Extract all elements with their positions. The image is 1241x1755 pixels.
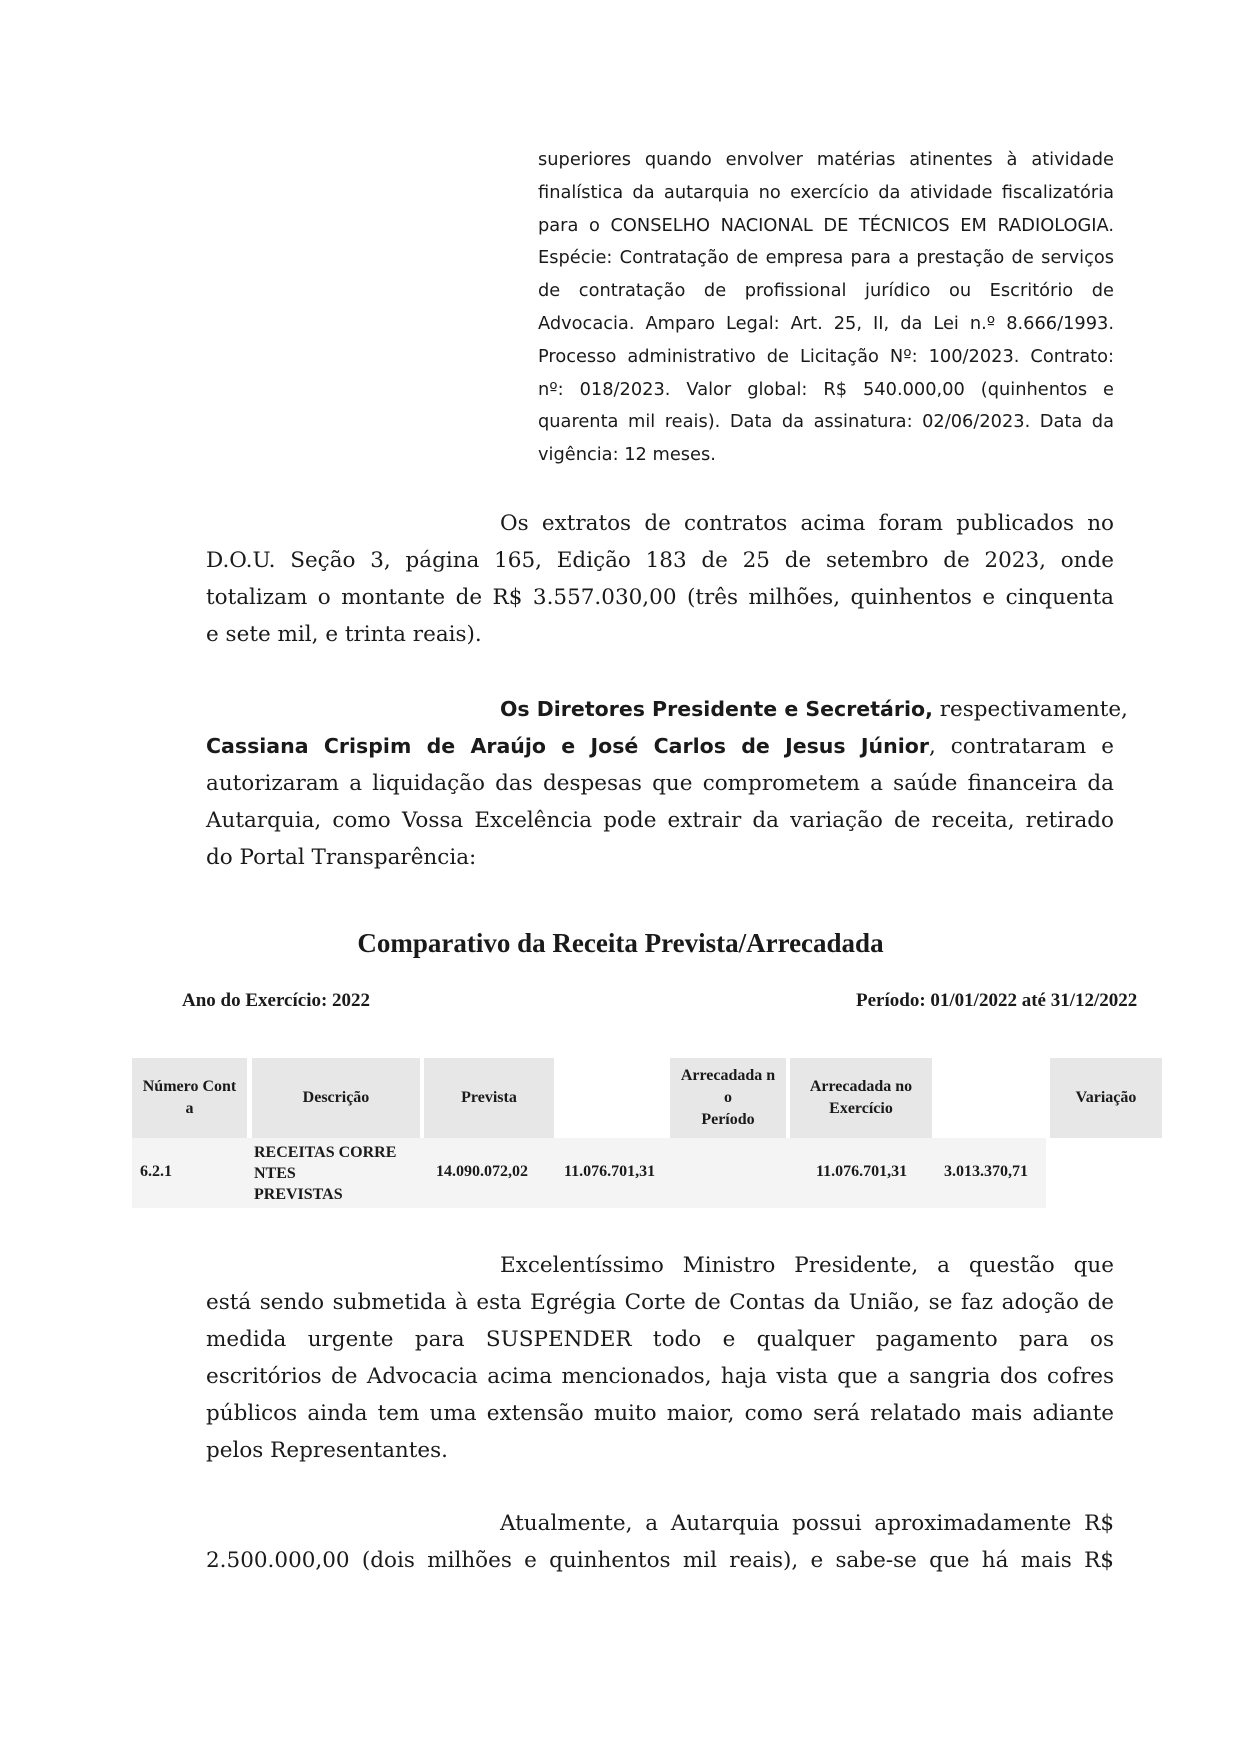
header-text: Exercício	[829, 1100, 893, 1117]
directors-title: Os Diretores Presidente e Secretário,	[500, 697, 933, 721]
table-title: Comparativo da Receita Prevista/Arrecadada	[357, 928, 884, 958]
text-line: finalística da autarquia no exercício da atividade fiscalizatória	[538, 181, 1114, 203]
text-line: superiores quando envolver matérias atinentes à atividade	[538, 149, 1114, 170]
text-line: e sete mil, e trinta reais).	[206, 622, 482, 647]
text-line: totalizam o montante de R$ 3.557.030,00 (três milhões, quinhentos e cinquenta	[206, 585, 1114, 610]
header-numero-conta	[132, 1058, 247, 1138]
cell-text: NTES	[254, 1165, 296, 1182]
text-line: 2.500.000,00 (dois milhões e quinhentos mil reais), e sabe-se que há mais R$	[206, 1548, 1114, 1573]
text-line: pelos Representantes.	[206, 1438, 448, 1463]
text-fragment: , contrataram e	[928, 734, 1114, 759]
paragraph-directors	[206, 691, 1128, 876]
period-range: Período: 01/01/2022 até 31/12/2022	[856, 990, 1138, 1011]
text-line: vigência: 12 meses.	[538, 444, 716, 466]
cell-valor: 11.076.701,31	[564, 1163, 656, 1180]
exercise-year: Ano do Exercício: 2022	[182, 990, 371, 1011]
text-line: está sendo submetida à esta Egrégia Corte de Contas da União, se faz adoção de	[206, 1290, 1114, 1315]
text-line: quarenta mil reais). Data da assinatura: 02/06/2023. Data da	[538, 411, 1114, 433]
text-line: Atualmente, a Autarquia possui aproximadamente R$	[500, 1511, 1114, 1536]
contract-extract-block	[538, 144, 1114, 472]
text-line: Espécie: Contratação de empresa para a prestação de serviços	[538, 247, 1114, 269]
header-arrecadada-periodo	[670, 1058, 786, 1138]
text-line: Autarquia, como Vossa Excelência pode extrair da variação de receita, retirado	[206, 808, 1114, 833]
cell-text: PREVISTAS	[254, 1186, 343, 1203]
text-line: do Portal Transparência:	[206, 845, 477, 870]
text-line: Excelentíssimo Ministro Presidente, a questão que	[500, 1253, 1114, 1278]
cell-prevista: 14.090.072,02	[436, 1163, 528, 1180]
cell-arrecadada-exercicio: 11.076.701,31	[816, 1163, 908, 1180]
header-prevista: Prevista	[424, 1058, 554, 1138]
paragraph-publication	[206, 505, 1114, 653]
header-text: Arrecadada no	[809, 1078, 913, 1095]
header-text: a	[185, 1100, 194, 1117]
text-line	[206, 691, 1128, 728]
cell-descricao	[254, 1142, 396, 1205]
header-text: Período	[701, 1111, 755, 1128]
paragraph-balance	[206, 1505, 1114, 1579]
revenue-table	[132, 1058, 1162, 1208]
text-line: Os extratos de contratos acima foram publicados no	[500, 511, 1114, 536]
text-line: para o CONSELHO NACIONAL DE TÉCNICOS EM RADIOLOGIA.	[538, 214, 1114, 236]
cell-variacao: 3.013.370,71	[944, 1163, 1028, 1180]
text-line: Advocacia. Amparo Legal: Art. 25, II, da Lei n.º 8.666/1993.	[538, 312, 1114, 334]
cell-text: RECEITAS CORRE	[254, 1144, 397, 1161]
text-line: medida urgente para SUSPENDER todo e qualquer pagamento para os	[206, 1327, 1114, 1352]
text-line	[206, 728, 1114, 765]
cell-conta: 6.2.1	[140, 1163, 172, 1180]
text-line: nº: 018/2023. Valor global: R$ 540.000,00 (quinhentos e	[538, 378, 1114, 400]
paragraph-request	[206, 1247, 1114, 1469]
header-text: Número Cont	[142, 1078, 237, 1095]
text-line: de contratação de profissional jurídico ou Escritório de	[538, 280, 1114, 302]
header-text: o	[724, 1089, 732, 1106]
text-line: públicos ainda tem uma extensão muito maior, como será relatado mais adiante	[206, 1401, 1114, 1426]
header-text: Arrecadada n	[680, 1067, 776, 1084]
directors-names: Cassiana Crispim de Araújo e José Carlos de Jesus Júnior	[206, 734, 929, 758]
text-line: autorizaram a liquidação das despesas que comprometem a saúde financeira da	[206, 771, 1114, 796]
text-fragment: respectivamente,	[932, 697, 1128, 722]
header-arrecadada-exercicio	[790, 1058, 932, 1138]
header-descricao: Descrição	[252, 1058, 420, 1138]
header-variacao: Variação	[1050, 1058, 1162, 1138]
text-line: escritórios de Advocacia acima mencionados, haja vista que a sangria dos cofres	[206, 1364, 1114, 1389]
text-line: Processo administrativo de Licitação Nº: 100/2023. Contrato:	[538, 345, 1114, 367]
text-line: D.O.U. Seção 3, página 165, Edição 183 de 25 de setembro de 2023, onde	[206, 548, 1114, 573]
